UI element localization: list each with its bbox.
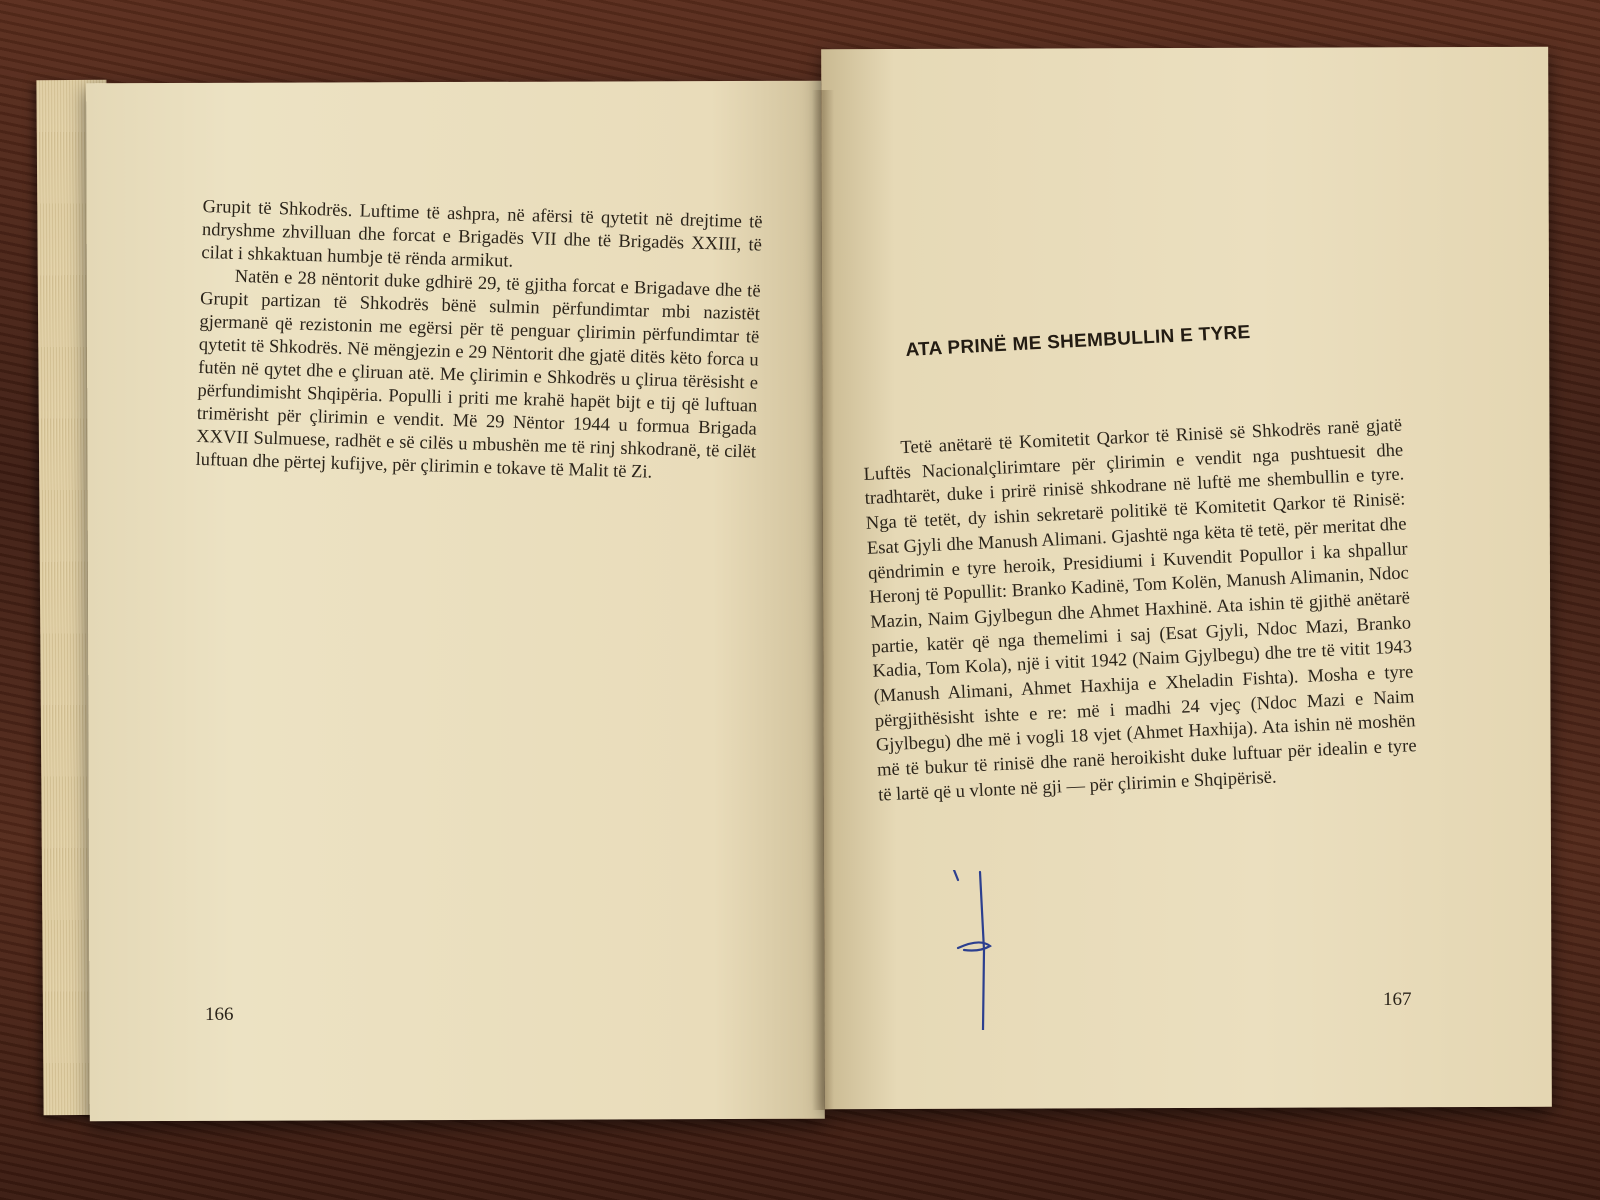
- right-page-text: [862, 414, 1418, 809]
- left-paragraph-2: Natën e 28 nëntorit duke gdhirë 29, të gjitha forcat e Brigadave dhe të Grupit partizan të Shkodrës bënë sulmin përfundimtar mbi nazistët gjermanë që rezistonin me egërsi për të penguar çlirimin përfundimtar të qytetit të Shkodrës. Në mëngjezin e 29 Nëntorit dhe gjatë ditës këto forca u futën në qytet dhe e çliruan atë. Me çlirimin e Shkodrës u çlirua tërësisht e përfundimisht Shqipëria. Populli i priti me krahë hapët bijt e tij që luftuan trimërisht për çlirimin e vendit. Më 29 Nëntor 1944 u formua Brigada XXVII Sulmuese, radhët e së cilës u mbushën me të rinj shkodranë, të cilët luftuan dhe përtej kufijve, për çlirimin e tokave të Malit të Zi.: [195, 266, 761, 483]
- pen-annotation-mark: [950, 870, 1020, 1030]
- right-paragraph-1: Tetë anëtarë të Komitetit Qarkor të Rinisë së Shkodrës ranë gjatë Luftës Nacionalçlirimtare për çlirimin e vendit nga pushtuesit dhe tradhtarët, duke i prirë rinisë shkodrane në luftë me shembullin e tyre. Nga të tetët, dy ishin sekretarë politikë të Komitetit Qarkor të Rinisë: Esat Gjyli dhe Manush Alimani. Gjashtë nga këta të tetë, për meritat dhe qëndrimin e tyre heroik, Presidiumi i Kuvendit Popullor i ka shpallur Heronj të Popullit: Branko Kadinë, Tom Kolën, Manush Alimanin, Ndoc Mazin, Naim Gjylbegun dhe Ahmet Haxhinë. Ata ishin të gjithë anëtarë partie, katër që nga themelimi i saj (Esat Gjyli, Ndoc Mazi, Branko Kadia, Tom Kola), një i vitit 1942 (Naim Gjylbegu) dhe tre të vitit 1943 (Manush Alimani, Ahmet Haxhija e Xheladin Fishta). Mosha e tyre përgjithësisht ishte e re: më i madhi 24 vjeç (Ndoc Mazi e Naim Gjylbegu) dhe më i vogli 18 vjet (Ahmet Haxhija). Ata ishin në moshën më të bukur të rinisë dhe ranë heroikisht duke luftuar për idealin e tyre të lartë që u vlonte në gji — për çlirimin e Shqipërisë.: [863, 415, 1418, 806]
- chapter-title: ATA PRINË ME SHEMBULLIN E TYRE: [905, 321, 1252, 361]
- page-number-right: 167: [1383, 989, 1412, 1010]
- left-paragraph-1: Grupit të Shkodrës. Luftime të ashpra, në afërsi të qytetit në drejtime të ndryshme zhvilluan dhe forcat e Brigadës VII dhe të Brigadës XXIII, të cilat i shkaktuan humbje të rënda armikut.: [201, 196, 763, 272]
- page-number-left: 166: [205, 1004, 234, 1025]
- left-page-text: [195, 196, 762, 488]
- book-gutter: [812, 90, 834, 1110]
